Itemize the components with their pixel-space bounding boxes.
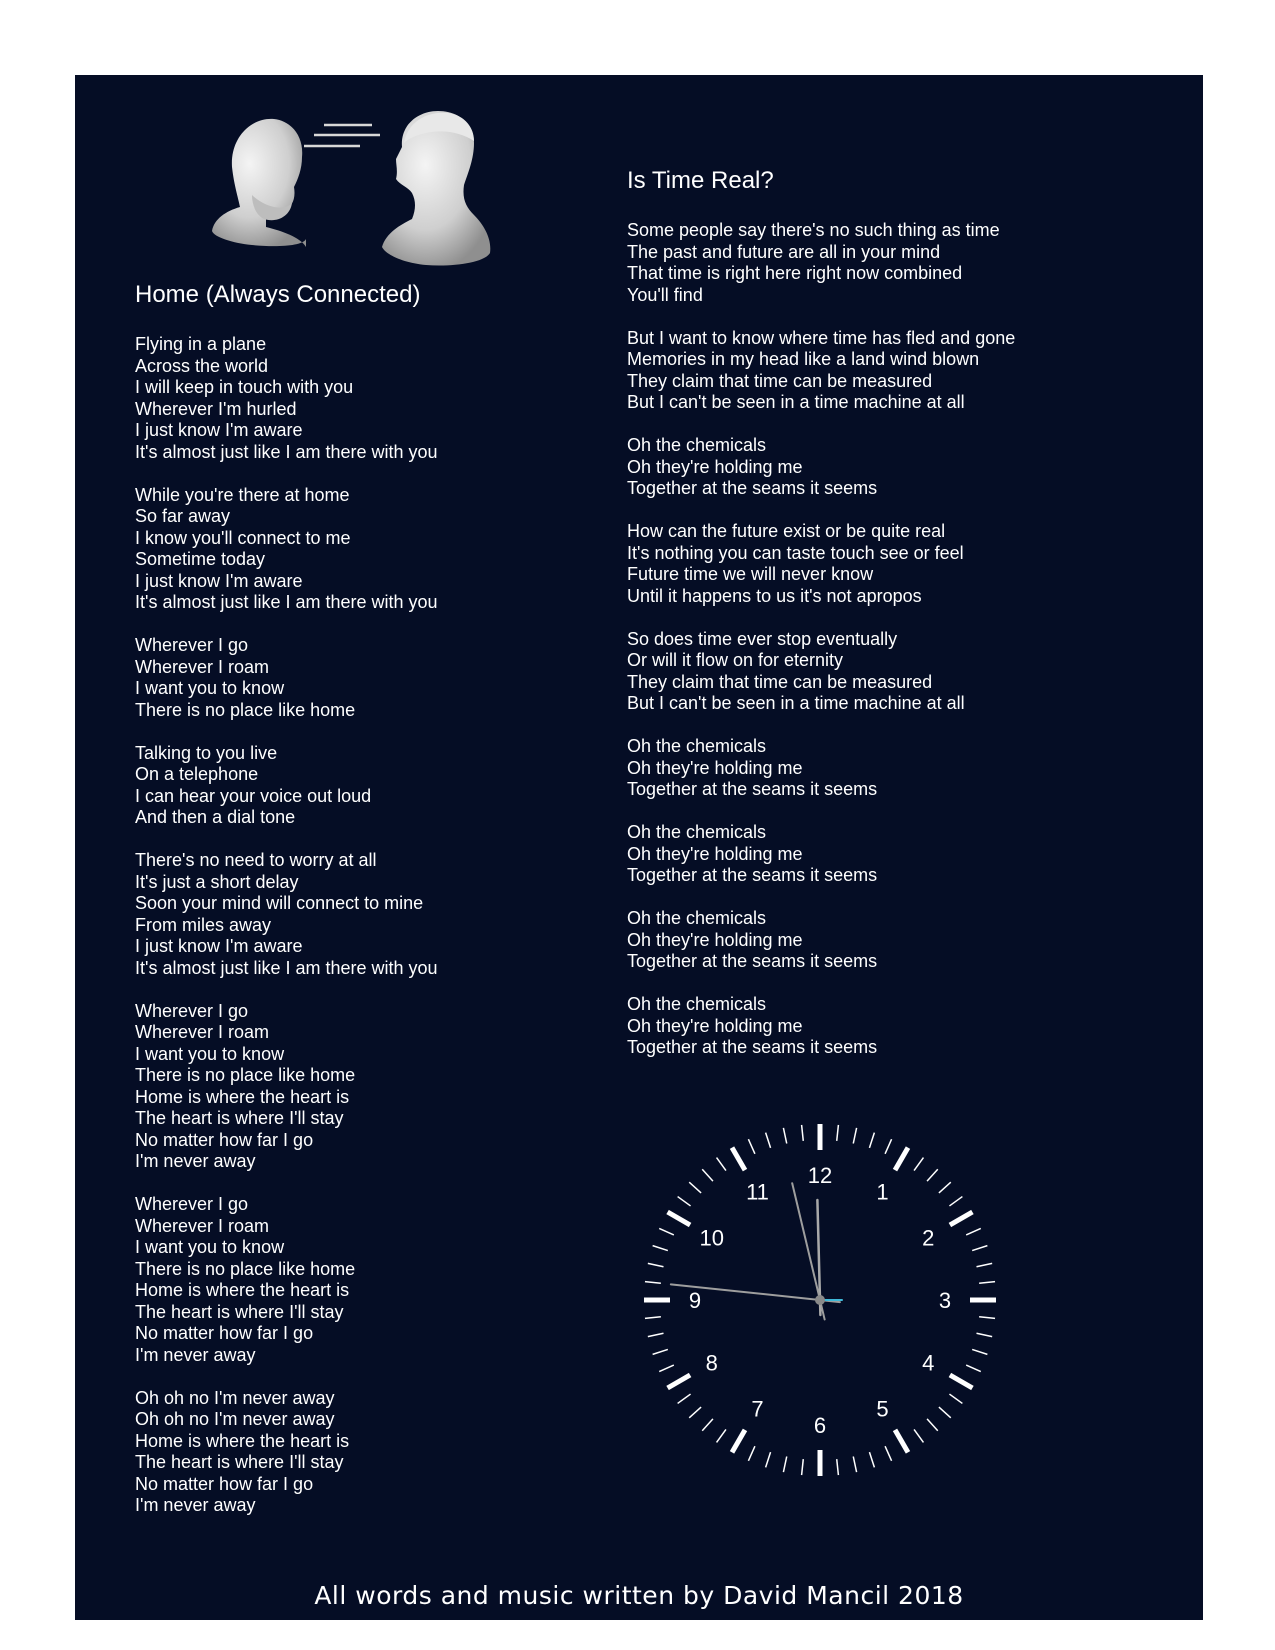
clock-hub bbox=[815, 1295, 825, 1305]
stanza bbox=[135, 485, 575, 614]
minute-tick bbox=[645, 1282, 661, 1284]
stanza bbox=[627, 822, 1127, 887]
minute-tick bbox=[869, 1133, 874, 1148]
lyric-line: From miles away bbox=[135, 914, 272, 935]
lyric-line: Talking to you live bbox=[135, 742, 278, 763]
stanza bbox=[135, 334, 575, 463]
lyric-line: Wherever I go bbox=[135, 1194, 249, 1214]
lyric-line: It's almost just like I am there with you bbox=[135, 441, 438, 462]
stanza bbox=[627, 220, 1127, 306]
minute-tick bbox=[717, 1158, 726, 1171]
lyric-line: The past and future are all in your mind bbox=[627, 241, 941, 262]
lyric-line: Together at the seams it seems bbox=[627, 951, 878, 971]
lyric-line: I just know I'm aware bbox=[135, 420, 303, 440]
lyric-line: Future time we will never know bbox=[627, 564, 874, 584]
lyric-line: Oh oh no I'm never away bbox=[135, 1409, 335, 1429]
lyric-line: Oh they're holding me bbox=[627, 929, 803, 950]
minute-tick bbox=[648, 1333, 664, 1336]
lyric-line: No matter how far I go bbox=[135, 1129, 314, 1150]
clock-numeral: 10 bbox=[699, 1225, 724, 1251]
hour-tick bbox=[668, 1212, 691, 1225]
minute-tick bbox=[702, 1169, 713, 1181]
hour-tick bbox=[895, 1430, 908, 1453]
bearded-bust-icon bbox=[212, 119, 306, 247]
lyric-line: That time is right here right now combined bbox=[627, 263, 963, 283]
lyric-line: The heart is where I'll stay bbox=[135, 1301, 344, 1322]
minute-tick bbox=[979, 1282, 995, 1284]
minute-tick bbox=[678, 1197, 691, 1206]
lyric-line: It's just a short delay bbox=[135, 871, 299, 892]
stanza bbox=[627, 908, 1127, 973]
minute-tick bbox=[648, 1263, 664, 1266]
minute-tick bbox=[783, 1128, 786, 1144]
lyric-line: On a telephone bbox=[135, 764, 259, 784]
song-title: Home (Always Connected) bbox=[135, 281, 421, 308]
lyric-line: Together at the seams it seems bbox=[627, 1037, 878, 1057]
lyric-line: Oh they're holding me bbox=[627, 843, 803, 864]
lyric-line: How can the future exist or be quite real bbox=[627, 521, 946, 541]
hour-tick bbox=[732, 1148, 745, 1171]
lyric-line: And then a dial tone bbox=[135, 807, 296, 827]
minute-tick bbox=[766, 1133, 771, 1148]
lyric-line: While you're there at home bbox=[135, 484, 350, 505]
lyrics-block bbox=[627, 220, 1127, 1059]
lyric-line: Oh the chemicals bbox=[627, 908, 767, 928]
minute-tick bbox=[939, 1407, 951, 1418]
stanza bbox=[135, 1001, 575, 1173]
lyric-line: Home is where the heart is bbox=[135, 1280, 350, 1300]
hour-tick bbox=[732, 1430, 745, 1453]
stanza bbox=[627, 629, 1127, 715]
minute-tick bbox=[972, 1349, 987, 1354]
stanza bbox=[627, 736, 1127, 801]
footer-credit: All words and music written by David Mancil 2018 bbox=[314, 1581, 964, 1610]
lyric-line: Wherever I roam bbox=[135, 656, 270, 677]
lyric-line: Oh the chemicals bbox=[627, 435, 767, 455]
lyric-line: Oh the chemicals bbox=[627, 736, 767, 756]
minute-tick bbox=[748, 1446, 755, 1461]
minute-tick bbox=[653, 1349, 668, 1354]
lyric-line: Together at the seams it seems bbox=[627, 865, 878, 885]
clock-numeral: 5 bbox=[876, 1396, 889, 1422]
lyric-line: I know you'll connect to me bbox=[135, 527, 351, 548]
stanza bbox=[627, 328, 1127, 414]
stanza bbox=[627, 521, 1127, 607]
stanza bbox=[135, 1194, 575, 1366]
minute-tick bbox=[802, 1459, 804, 1475]
lyric-line: Until it happens to us it's not apropos bbox=[627, 585, 922, 606]
speech-lines-icon bbox=[304, 125, 380, 146]
minute-tick bbox=[885, 1446, 892, 1461]
minute-tick bbox=[689, 1182, 701, 1193]
lyric-line: Together at the seams it seems bbox=[627, 779, 878, 799]
clock-numeral: 11 bbox=[746, 1179, 769, 1205]
lyric-line: Flying in a plane bbox=[135, 334, 267, 354]
hour-tick bbox=[668, 1375, 691, 1388]
stanza bbox=[135, 1388, 575, 1517]
minute-tick bbox=[766, 1452, 771, 1467]
lyric-line: Wherever I roam bbox=[135, 1022, 270, 1042]
lyric-line: Home is where the heart is bbox=[135, 1086, 350, 1107]
lyric-line: I just know I'm aware bbox=[135, 570, 303, 591]
lyric-line: Wherever I go bbox=[135, 1000, 249, 1021]
minute-tick bbox=[869, 1452, 874, 1467]
lyric-line: Oh they're holding me bbox=[627, 456, 803, 477]
hour-tick bbox=[895, 1148, 908, 1171]
lyric-line: The heart is where I'll stay bbox=[135, 1108, 344, 1128]
lyric-line: But I can't be seen in a time machine at all bbox=[627, 392, 965, 412]
lyric-line: There is no place like home bbox=[135, 699, 356, 720]
clock-numeral: 7 bbox=[751, 1396, 764, 1422]
lyric-line: Some people say there's no such thing as time bbox=[627, 220, 1000, 240]
clock-numeral: 6 bbox=[813, 1413, 827, 1438]
minute-tick bbox=[972, 1246, 987, 1251]
curly-haired-bust-icon bbox=[382, 111, 490, 266]
minute-tick bbox=[659, 1365, 674, 1372]
minute-tick bbox=[966, 1365, 981, 1372]
minute-tick bbox=[783, 1457, 786, 1473]
lyric-line: Memories in my head like a land wind blown bbox=[627, 349, 980, 369]
lyric-line: But I can't be seen in a time machine at all bbox=[627, 693, 965, 713]
lyric-line: The heart is where I'll stay bbox=[135, 1452, 344, 1472]
stanza bbox=[135, 635, 575, 721]
minute-tick bbox=[653, 1246, 668, 1251]
minute-tick bbox=[837, 1125, 839, 1141]
lyric-line: They claim that time can be measured bbox=[627, 671, 933, 692]
lyric-line: Home is where the heart is bbox=[135, 1430, 350, 1451]
minute-tick bbox=[949, 1197, 962, 1206]
lyric-line: There is no place like home bbox=[135, 1258, 356, 1279]
minute-tick bbox=[645, 1317, 661, 1319]
lyric-line: Across the world bbox=[135, 355, 269, 376]
lyric-line: I want you to know bbox=[135, 1043, 285, 1064]
minute-tick bbox=[949, 1394, 962, 1403]
clock-numeral: 8 bbox=[705, 1350, 718, 1376]
lyric-line: Oh oh no I'm never away bbox=[135, 1387, 335, 1408]
minute-tick bbox=[702, 1419, 713, 1431]
lyric-line: Soon your mind will connect to mine bbox=[135, 893, 424, 913]
lyric-line: I just know I'm aware bbox=[135, 936, 303, 956]
lyric-line: Or will it flow on for eternity bbox=[627, 650, 844, 670]
lyric-line: Oh the chemicals bbox=[627, 994, 767, 1014]
lyric-line: Together at the seams it seems bbox=[627, 478, 878, 498]
minute-tick bbox=[717, 1429, 726, 1442]
lyric-line: I'm never away bbox=[135, 1344, 256, 1365]
lyric-line: It's almost just like I am there with you bbox=[135, 592, 438, 612]
lyric-line: Wherever I roam bbox=[135, 1215, 270, 1236]
stanza bbox=[627, 994, 1127, 1059]
lyric-line: But I want to know where time has fled and gone bbox=[627, 327, 1016, 348]
clock-numeral: 1 bbox=[876, 1179, 889, 1205]
lyric-line: There's no need to worry at all bbox=[135, 850, 377, 870]
lyric-line: I want you to know bbox=[135, 678, 285, 698]
minute-tick bbox=[885, 1139, 892, 1154]
stanza bbox=[135, 850, 575, 979]
lyric-line: It's nothing you can taste touch see or feel bbox=[627, 542, 964, 563]
lyric-line: I'm never away bbox=[135, 1151, 256, 1171]
lyrics-block bbox=[135, 334, 575, 1517]
lyric-line: Wherever I go bbox=[135, 635, 249, 655]
minute-tick bbox=[689, 1407, 701, 1418]
minute-tick bbox=[939, 1182, 951, 1193]
clock-numeral: 4 bbox=[922, 1350, 935, 1376]
lyric-line: I can hear your voice out loud bbox=[135, 785, 372, 806]
minute-tick bbox=[678, 1394, 691, 1403]
lyric-line: So far away bbox=[135, 506, 231, 526]
minute-tick bbox=[853, 1457, 856, 1473]
lyric-line: Oh they're holding me bbox=[627, 757, 803, 778]
minute-tick bbox=[802, 1125, 804, 1141]
minute-tick bbox=[979, 1317, 995, 1319]
minute-tick bbox=[914, 1158, 923, 1171]
minute-tick bbox=[927, 1419, 938, 1431]
lyric-line: No matter how far I go bbox=[135, 1473, 314, 1494]
lyric-line: You'll find bbox=[627, 284, 703, 305]
hour-tick bbox=[950, 1212, 973, 1225]
lyric-line: Oh they're holding me bbox=[627, 1015, 803, 1036]
clock-numeral: 9 bbox=[688, 1288, 702, 1313]
minute-tick bbox=[914, 1429, 923, 1442]
minute-tick bbox=[659, 1228, 674, 1235]
clock-numeral: 2 bbox=[922, 1225, 935, 1251]
stanza bbox=[135, 743, 575, 829]
lyric-line: Sometime today bbox=[135, 549, 266, 569]
minute-tick bbox=[966, 1228, 981, 1235]
lyric-line: I will keep in touch with you bbox=[135, 377, 354, 397]
stanza bbox=[627, 435, 1127, 500]
minute-tick bbox=[853, 1128, 856, 1144]
lyric-line: Oh the chemicals bbox=[627, 822, 767, 842]
song-time-column bbox=[627, 166, 1127, 1080]
lyric-line: I want you to know bbox=[135, 1237, 285, 1257]
minute-tick bbox=[977, 1333, 993, 1336]
minute-tick bbox=[837, 1459, 839, 1475]
song-title: Is Time Real? bbox=[627, 167, 774, 194]
hour-tick bbox=[950, 1375, 973, 1388]
lyric-line: So does time ever stop eventually bbox=[627, 628, 898, 649]
clock-numeral: 12 bbox=[807, 1163, 833, 1188]
wall-clock-icon bbox=[635, 1115, 1005, 1485]
lyric-line: It's almost just like I am there with you bbox=[135, 957, 438, 978]
lyric-line: There is no place like home bbox=[135, 1065, 356, 1085]
two-marble-busts-icon bbox=[212, 107, 512, 272]
minute-tick bbox=[927, 1169, 938, 1181]
lyric-line: They claim that time can be measured bbox=[627, 370, 933, 391]
lyric-line: Wherever I'm hurled bbox=[135, 398, 297, 419]
clock-numeral: 3 bbox=[938, 1288, 952, 1313]
lyric-line: No matter how far I go bbox=[135, 1323, 314, 1343]
minute-tick bbox=[977, 1263, 993, 1266]
minute-tick bbox=[748, 1139, 755, 1154]
lyric-line: I'm never away bbox=[135, 1495, 256, 1515]
song-home-column bbox=[135, 280, 575, 1538]
